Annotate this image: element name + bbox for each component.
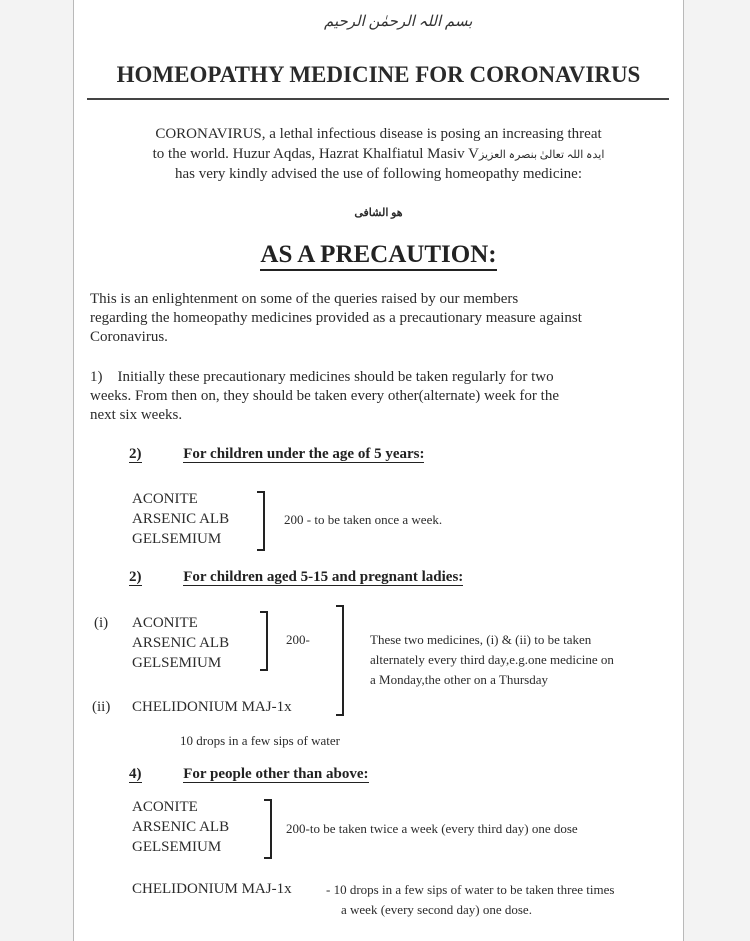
section-5to15-potency: 200- (286, 632, 310, 647)
point-1-paragraph (90, 368, 668, 425)
intro-line-2 (74, 144, 683, 165)
label-ii: (ii) (92, 699, 111, 715)
medicine-gelsemium: GELSEMIUM (132, 531, 222, 547)
section-5to15-heading (129, 569, 463, 586)
section-5to15-inner-bracket (260, 611, 268, 671)
intro-arabic-prayer: ایدہ اللہ تعالیٰ بنصرہ العزیز (478, 149, 605, 161)
medicine-arsenic-alb: ARSENIC ALB (132, 819, 230, 835)
section-5to15-medicines (132, 613, 229, 673)
section-others-heading (129, 766, 369, 783)
section-5to15-outer-bracket (336, 605, 344, 716)
arabic-subtitle: ھو الشافی (354, 207, 403, 219)
precaution-heading-text: AS A PRECAUTION: (260, 241, 496, 271)
point-1-line-2: weeks. From then on, they should be taken every other(alternate) week for the (90, 388, 559, 404)
title-underline (87, 98, 669, 100)
section-others-title: For people other than above: (183, 766, 369, 782)
section-under5-bracket (257, 491, 265, 551)
medicine-aconite: ACONITE (132, 491, 198, 507)
medicine-chelidonium: CHELIDONIUM MAJ-1x (132, 699, 292, 715)
medicine-gelsemium: GELSEMIUM (132, 839, 222, 855)
enlightenment-line-3: Coronavirus. (90, 329, 168, 345)
others-chelidonium: CHELIDONIUM MAJ-1x (132, 881, 292, 897)
section-under5-number: 2) (129, 446, 142, 462)
enlightenment-line-2: regarding the homeopathy medicines provided as a precautionary measure against (90, 310, 582, 326)
medicine-gelsemium: GELSEMIUM (132, 655, 222, 671)
enlightenment-line-1: This is an enlightenment on some of the queries raised by our members (90, 291, 519, 307)
section-under5-title: For children under the age of 5 years: (183, 446, 425, 462)
page-title: HOMEOPATHY MEDICINE FOR CORONAVIRUS (116, 62, 641, 87)
medicine-arsenic-alb: ARSENIC ALB (132, 511, 230, 527)
point-1-line-3: next six weeks. (90, 407, 183, 423)
intro-line-1: CORONAVIRUS, a lethal infectious disease is posing an increasing threat (155, 126, 602, 142)
section-5to15-note-line-3: a Monday,the other on a Thursday (370, 672, 548, 687)
others-chelidonium-dose-line-2: a week (every second day) one dose. (341, 902, 532, 917)
label-i: (i) (94, 615, 109, 631)
section-5to15-title: For children aged 5-15 and pregnant ladies: (183, 569, 464, 585)
intro-line-3: has very kindly advised the use of following homeopathy medicine: (175, 166, 582, 182)
section-others-dose: 200-to be taken twice a week (every third day) one dose (286, 821, 578, 836)
document-page (73, 0, 684, 941)
section-5to15-note-line-2: alternately every third day,e.g.one medicine on (370, 652, 614, 667)
medicine-aconite: ACONITE (132, 799, 198, 815)
section-others-number: 4) (129, 766, 142, 782)
others-chelidonium-dose (326, 880, 614, 920)
enlightenment-paragraph (90, 290, 668, 347)
section-under5-medicines (132, 489, 229, 549)
section-5to15-drops: 10 drops in a few sips of water (180, 733, 340, 748)
section-others-bracket (264, 799, 272, 859)
section-others-medicines (132, 797, 229, 857)
point-1-line-1: 1) Initially these precautionary medicines should be taken regularly for two (90, 369, 554, 385)
precaution-heading (74, 241, 683, 269)
section-5to15-note-line-1: These two medicines, (i) & (ii) to be taken (370, 632, 592, 647)
bismillah-calligraphy: بسم اللہ الرحمٰن الرحیم (324, 14, 473, 30)
intro-line-2-text: to the world. Huzur Aqdas, Hazrat Khalfiatul Masiv V (152, 146, 479, 162)
others-chelidonium-dose-line-1: - 10 drops in a few sips of water to be taken three times (326, 882, 615, 897)
medicine-aconite: ACONITE (132, 615, 198, 631)
medicine-arsenic-alb: ARSENIC ALB (132, 635, 230, 651)
section-5to15-note (370, 630, 614, 690)
section-under5-heading (129, 446, 424, 463)
section-under5-dose: 200 - to be taken once a week. (284, 512, 443, 527)
section-5to15-number: 2) (129, 569, 142, 585)
